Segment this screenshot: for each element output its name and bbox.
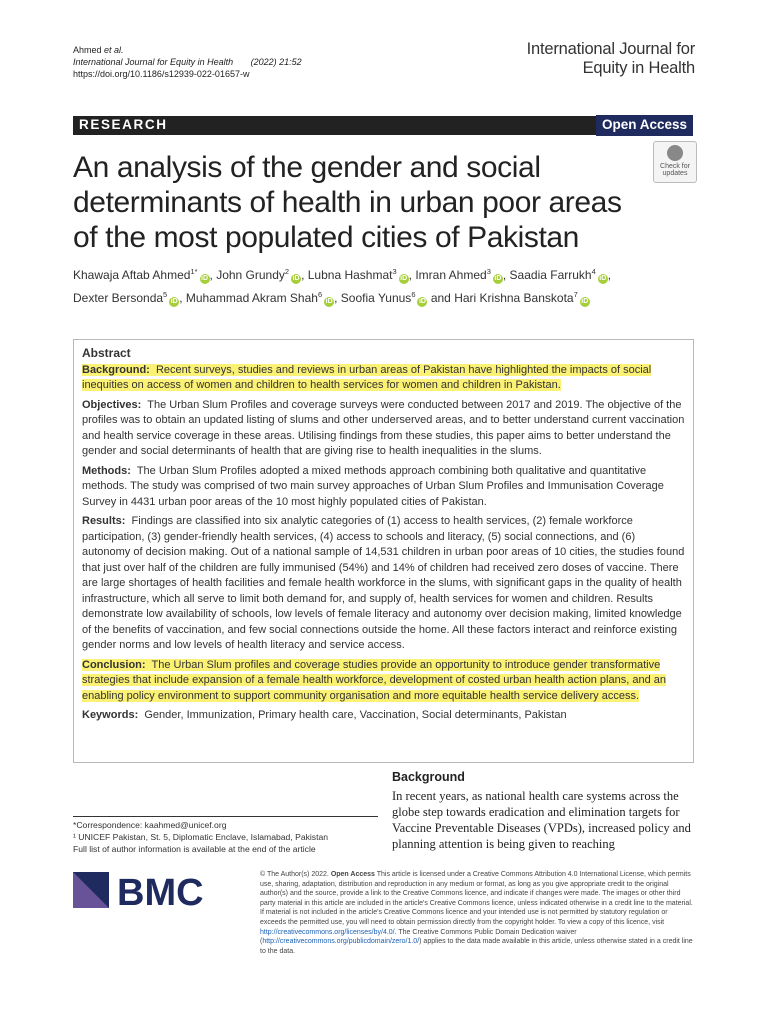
journal-name-line1: International Journal for xyxy=(526,40,695,58)
citation-year-vol: (2022) 21:52 xyxy=(250,57,302,67)
full-author-info-note: Full list of author information is available at the end of the article xyxy=(73,844,316,854)
author-affiliation-sup: 6 xyxy=(317,290,323,299)
license-open-access: Open Access xyxy=(330,871,375,878)
author-name[interactable]: Lubna Hashmat xyxy=(307,268,393,282)
author-name[interactable]: Khawaja Aftab Ahmed xyxy=(73,268,191,282)
check-updates-icon xyxy=(667,145,683,161)
author-entry xyxy=(216,268,301,282)
abstract-conclusion xyxy=(82,658,685,705)
orcid-icon[interactable]: iD xyxy=(325,298,333,305)
journal-name xyxy=(527,40,695,78)
author-entry xyxy=(415,268,503,282)
background-text: Recent surveys, studies and reviews in urban areas of Pakistan have highlighted the impacts of social inequities on access of women and children to health services for women and children in Pakistan. xyxy=(82,363,652,391)
results-text: Findings are classified into six analytic categories of (1) access to health services, (2) female workforce participation, (3) gender-friendly health services, (4) access to schools and literacy, (5) social connections, and (6) autonomy of decision making. Out of a national sample of 14,531 children in urban poor areas of 10 cities, the studies found that just over half of the children are fully immunised (54%) and 14% of children had received zero doses of vaccine. There are large shortages of health facilities and female health workforce in the slums, with significant gaps in the quality of health infrastructure, which all serve to limit both demand for, and supply of, health services for women and children. Results demonstrate low availability of schools, low levels of female literacy and autonomy over decision making, limited knowledge of the benefits of vaccination, and few social connections outside the home. All these factors interact and reinforce existing gender norms and low levels of health literacy and service access. xyxy=(82,515,685,651)
orcid-icon[interactable]: iD xyxy=(292,275,300,282)
orcid-icon[interactable]: iD xyxy=(418,298,426,305)
license-copyright: © The Author(s) 2022. xyxy=(260,871,329,878)
research-label: RESEARCH xyxy=(79,117,168,132)
bmc-logo xyxy=(73,872,213,916)
check-updates-line2: updates xyxy=(662,170,688,177)
author-name[interactable]: Soofia Yunus xyxy=(340,291,412,305)
author-entry xyxy=(454,291,590,305)
abstract-methods xyxy=(82,464,685,511)
open-access-badge: Open Access xyxy=(596,115,693,136)
author-affiliation-sup: 5 xyxy=(163,290,168,299)
author-name[interactable]: Saadia Farrukh xyxy=(509,268,592,282)
bmc-logo-text: BMC xyxy=(117,872,204,914)
license-link-by[interactable]: http://creativecommons.org/licenses/by/4.0/ xyxy=(260,928,395,936)
abstract-keywords xyxy=(82,708,685,724)
author-name[interactable]: Imran Ahmed xyxy=(415,268,487,282)
orcid-icon[interactable]: iD xyxy=(599,275,607,282)
orcid-icon[interactable]: iD xyxy=(201,275,209,282)
methods-label: Methods: xyxy=(82,464,131,477)
background-body: In recent years, as national health care systems across the globe step towards eradication and elimination targets for Vaccine Preventable Diseases (VPDs), increased policy and planning attention is being given to reaching xyxy=(392,789,691,851)
author-affiliation-sup: 6 xyxy=(411,290,416,299)
author-affiliation-sup: 1* xyxy=(190,267,198,276)
footnote-rule xyxy=(73,816,378,817)
correspondence: *Correspondence: kaahmed@unicef.org xyxy=(73,820,227,830)
keywords-label: Keywords: xyxy=(82,709,139,721)
background-label: Background: xyxy=(82,363,150,376)
citation-author: Ahmed xyxy=(73,45,102,55)
conclusion-text: The Urban Slum profiles and coverage studies provide an opportunity to introduce gender transformative strategies that include expansion of a female health workforce, development of costed urban health action plans, and an enabling policy environment to support community organisation and more equitable health service delivery access. xyxy=(82,658,666,702)
citation-doi[interactable]: https://doi.org/10.1186/s12939-022-01657-w xyxy=(73,69,250,79)
license-body: This article is licensed under a Creative Commons Attribution 4.0 International License, which permits use, sharing, adaptation, distribution and reproduction in any medium or format, as long as you give appropriate credit to the original author(s) and the source, provide a link to the Creative Commons licence, and indicate if changes were made. The images or other third party material in this article are included in the article's Creative Commons licence, unless indicated otherwise in a credit line to the material. If material is not included in the article's Creative Commons licence and your intended use is not permitted by statutory regulation or exceeds the permitted use, you will need to obtain permission directly from the copyright holder. To view a copy of this licence, visit xyxy=(260,871,693,926)
author-entry xyxy=(308,268,409,282)
author-affiliation-sup: 3 xyxy=(486,267,491,276)
author-name[interactable]: Muhammad Akram Shah xyxy=(185,291,318,305)
objectives-text: The Urban Slum Profiles and coverage surveys were conducted between 2017 and 2019. The objective of the profiles was to obtain an updated listing of slums and other underserved areas, and to better understand current vaccination and health service coverage in these areas. Utilising findings from these studies, this paper aims to better understand the gender and social determinants of health that are giving rise to health inequalities in the slums. xyxy=(82,398,685,457)
abstract-box xyxy=(73,339,694,763)
license-link-zero[interactable]: http://creativecommons.org/publicdomain/zero/1.0/ xyxy=(262,938,420,946)
orcid-icon[interactable]: iD xyxy=(581,298,589,305)
citation-block xyxy=(73,44,302,80)
author-name[interactable]: Dexter Bersonda xyxy=(73,291,164,305)
author-list: Khawaja Aftab Ahmed$^{1*}$iD , John Grundy$^2$iD , Lubna Hashmat$^3$iD , Imran Ahmed$^3$iD , Saadia Farrukh$^4$iD , Dexter Bersonda$^5$iD , Muhammad Akram Shah$^6$iD , Soofia Yunus$^6$iD and Hari Krishna Banskota$^7$iD xyxy=(73,267,612,305)
results-label: Results: xyxy=(82,515,126,527)
article-type-bar xyxy=(73,116,693,135)
author-entry xyxy=(510,268,608,282)
license-mid: . The Creative Commons Public Domain Dedication waiver ( xyxy=(260,928,577,946)
abstract-results xyxy=(82,514,685,654)
author-affiliation-sup: 3 xyxy=(392,267,397,276)
author-entry xyxy=(341,291,428,305)
author-entry xyxy=(73,291,179,305)
check-updates-line1: Check for xyxy=(660,163,690,170)
citation-etal: et al. xyxy=(104,45,124,55)
author-name[interactable]: John Grundy xyxy=(216,268,285,282)
abstract-background xyxy=(82,363,685,394)
author-affiliation-sup: 4 xyxy=(591,267,596,276)
article-title: An analysis of the gender and social determinants of health in urban poor areas of the most populated cities of Pakistan xyxy=(73,151,622,254)
orcid-icon[interactable]: iD xyxy=(494,275,502,282)
objectives-label: Objectives: xyxy=(82,398,142,411)
check-for-updates-badge[interactable] xyxy=(653,141,697,183)
author-entry xyxy=(186,291,334,305)
license-end: ) applies to the data made available in this article, unless otherwise stated in a credit line to the data. xyxy=(260,938,693,955)
orcid-icon[interactable]: iD xyxy=(170,298,178,305)
orcid-icon[interactable]: iD xyxy=(400,275,408,282)
abstract-objectives xyxy=(82,398,685,460)
background-heading: Background xyxy=(392,770,465,784)
author-affiliation-sup: 2 xyxy=(284,267,290,276)
journal-name-line2: Equity in Health xyxy=(582,59,695,77)
citation-journal: International Journal for Equity in Health xyxy=(73,57,234,67)
conclusion-label: Conclusion: xyxy=(82,658,146,671)
author-name[interactable]: Hari Krishna Banskota xyxy=(454,291,574,305)
footnote-block xyxy=(73,816,378,855)
author-entry xyxy=(73,268,210,282)
keywords-text: Gender, Immunization, Primary health care, Vaccination, Social determinants, Pakistan xyxy=(144,709,567,721)
author-affiliation-sup: 7 xyxy=(573,290,578,299)
abstract-heading: Abstract xyxy=(82,346,131,360)
affiliation: ¹ UNICEF Pakistan, St. 5, Diplomatic Enclave, Islamabad, Pakistan xyxy=(73,832,329,842)
methods-text: The Urban Slum Profiles adopted a mixed methods approach combining both qualitative and quantitative methods. The study was comprised of two main survey approaches of Urban Slum Profiles and Immunisation Coverage Survey in 4431 urban poor areas of the 10 most highly populated cities of Pakistan. xyxy=(82,464,664,508)
license-text xyxy=(260,870,695,956)
